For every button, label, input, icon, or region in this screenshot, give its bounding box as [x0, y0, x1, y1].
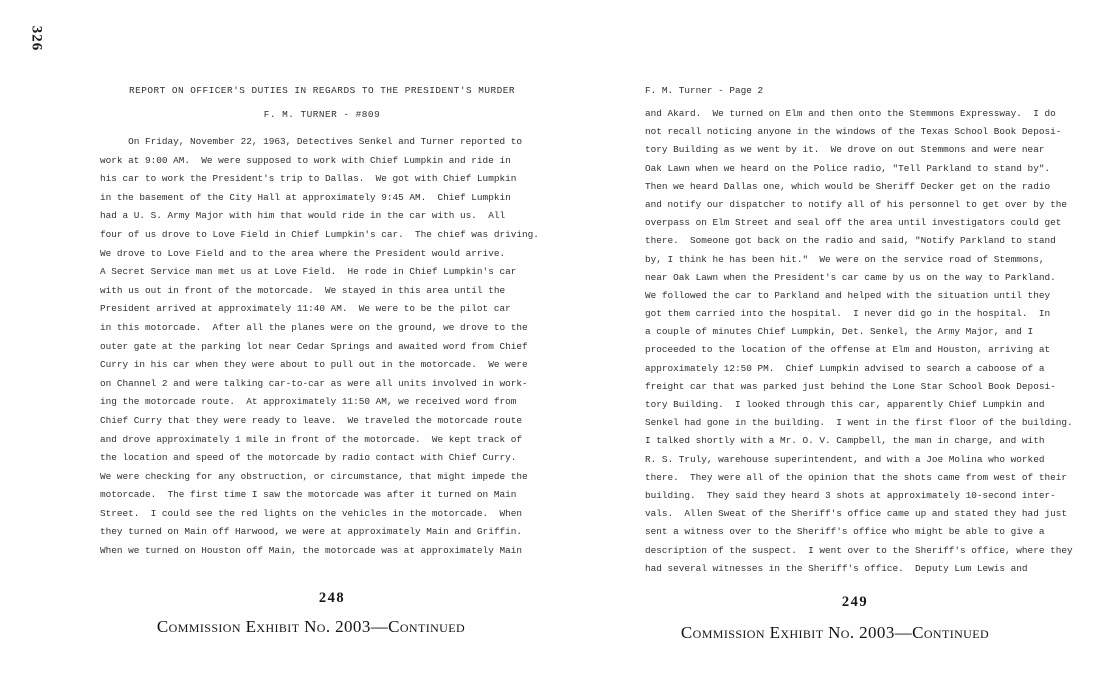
text-line: a couple of minutes Chief Lumpkin, Det. Senkel, the Army Major, and I: [645, 326, 1034, 338]
text-line: approximately 12:50 PM. Chief Lumpkin advised to search a caboose of a: [645, 362, 1045, 374]
right-page-body: [645, 105, 1089, 578]
left-page-number: 248: [318, 590, 346, 606]
text-line: tory Building. I looked through this car, apparently Chief Lumpkin and: [645, 399, 1045, 410]
text-line: got them carried into the hospital. I never did go in the hospital. In: [645, 308, 1051, 320]
right-page-header: F. M. Turner - Page 2: [645, 85, 764, 96]
text-line: Then we heard Dallas one, which would be Sheriff Decker get on the radio: [645, 180, 1051, 192]
text-line: motorcade. The first time I saw the motorcade was after it turned on Main: [100, 489, 517, 501]
text-line: proceeded to the location of the offense at Elm and Houston, arriving at: [645, 344, 1051, 356]
text-line: We were checking for any obstruction, or circumstance, that might impede the: [100, 470, 528, 482]
text-line: near Oak Lawn when the President's car came by us on the way to Parkland.: [645, 271, 1056, 283]
text-line: Chief Curry that they were ready to leave. We traveled the motorcade route: [100, 414, 522, 426]
text-line: Oak Lawn when we heard on the Police radio, "Tell Parkland to stand by".: [645, 162, 1051, 174]
text-line: by, I think he has been hit." We were on the service road of Stemmons,: [645, 253, 1045, 265]
left-page: [100, 79, 544, 561]
text-line: there. They were all of the opinion that the shots came from west of their: [645, 471, 1067, 483]
text-line: outer gate at the parking lot near Cedar Springs and awaited word from Chief: [100, 340, 528, 352]
text-line: with us out in front of the motorcade. We stayed in this area until the: [100, 284, 506, 296]
text-line: Curry in his car when they were about to pull out in the motorcade. We were: [100, 359, 528, 371]
text-line: We drove to Love Field and to the area where the President would arrive.: [100, 247, 506, 259]
text-line: A Secret Service man met us at Love Field. He rode in Chief Lumpkin's car: [100, 266, 517, 278]
text-line: not recall noticing anyone in the windows of the Texas School Book Deposi-: [645, 126, 1062, 138]
text-line: ing the motorcade route. At approximately 11:50 AM, we received word from: [100, 396, 517, 408]
text-line: R. S. Truly, warehouse superintendent, and with a Joe Molina who worked: [645, 453, 1045, 465]
text-line: the location and speed of the motorcade by radio contact with Chief Curry.: [100, 452, 517, 464]
report-subtitle: F. M. TURNER - #809: [263, 109, 381, 120]
rotated-gutter-page-number: 326: [28, 25, 45, 52]
left-page-body: [100, 133, 544, 561]
left-page-exhibit-caption: Commission Exhibit No. 2003—Continued: [156, 617, 466, 636]
right-page: [645, 79, 1089, 578]
text-line: freight car that was parked just behind the Lone Star School Book Deposi-: [645, 380, 1056, 392]
text-line: description of the suspect. I went over to the Sheriff's office, where they: [645, 544, 1073, 556]
text-line: Senkel had gone in the building. I went in the first floor of the building.: [645, 417, 1073, 429]
text-line: in the basement of the City Hall at approximately 9:45 AM. Chief Lumpkin: [100, 191, 511, 203]
text-line: building. They said they heard 3 shots at approximately 10-second inter-: [645, 489, 1056, 501]
text-line: I talked shortly with a Mr. O. V. Campbell, the man in charge, and with: [645, 435, 1045, 447]
right-page-exhibit-caption: Commission Exhibit No. 2003—Continued: [680, 623, 990, 642]
text-line: there. Someone got back on the radio and said, "Notify Parkland to stand: [645, 235, 1056, 247]
text-line: they turned on Main off Harwood, we were at approximately Main and Griffin.: [100, 526, 522, 538]
text-line: overpass on Elm Street and seal off the area until investigators could get: [645, 217, 1062, 229]
text-line: and Akard. We turned on Elm and then onto the Stemmons Expressway. I do: [645, 108, 1056, 119]
text-line: four of us drove to Love Field in Chief Lumpkin's car. The chief was driving.: [100, 228, 539, 240]
text-line: President arrived at approximately 11:40 AM. We were to be the pilot car: [100, 303, 511, 315]
text-line: had several witnesses in the Sheriff's office. Deputy Lum Lewis and: [645, 562, 1028, 574]
text-line: sent a witness over to the Sheriff's office who might be able to give a: [645, 526, 1045, 538]
text-line: had a U. S. Army Major with him that would ride in the car with us. All: [100, 210, 506, 222]
text-line: Street. I could see the red lights on the vehicles in the motorcade. When: [100, 507, 522, 519]
text-line: On Friday, November 22, 1963, Detectives Senkel and Turner reported to: [100, 136, 522, 147]
text-line: tory Building as we went by it. We drove on out Stemmons and were near: [645, 144, 1045, 156]
report-title: REPORT ON OFFICER'S DUTIES IN REGARDS TO THE PRESIDENT'S MURDER: [129, 85, 515, 96]
text-line: work at 9:00 AM. We were supposed to work with Chief Lumpkin and ride in: [100, 154, 511, 166]
right-page-number: 249: [841, 594, 869, 610]
text-line: vals. Allen Sweat of the Sheriff's office came up and stated they had just: [645, 508, 1067, 520]
text-line: on Channel 2 and were talking car-to-car as were all units involved in work-: [100, 377, 528, 389]
text-line: in this motorcade. After all the planes were on the ground, we drove to the: [100, 321, 528, 333]
text-line: We followed the car to Parkland and helped with the situation until they: [645, 289, 1051, 301]
text-line: and notify our dispatcher to notify all of his personnel to get over by the: [645, 198, 1067, 210]
text-line: his car to work the President's trip to Dallas. We got with Chief Lumpkin: [100, 173, 517, 185]
text-line: When we turned on Houston off Main, the motorcade was at approximately Main: [100, 545, 522, 557]
text-line: and drove approximately 1 mile in front of the motorcade. We kept track of: [100, 433, 522, 445]
